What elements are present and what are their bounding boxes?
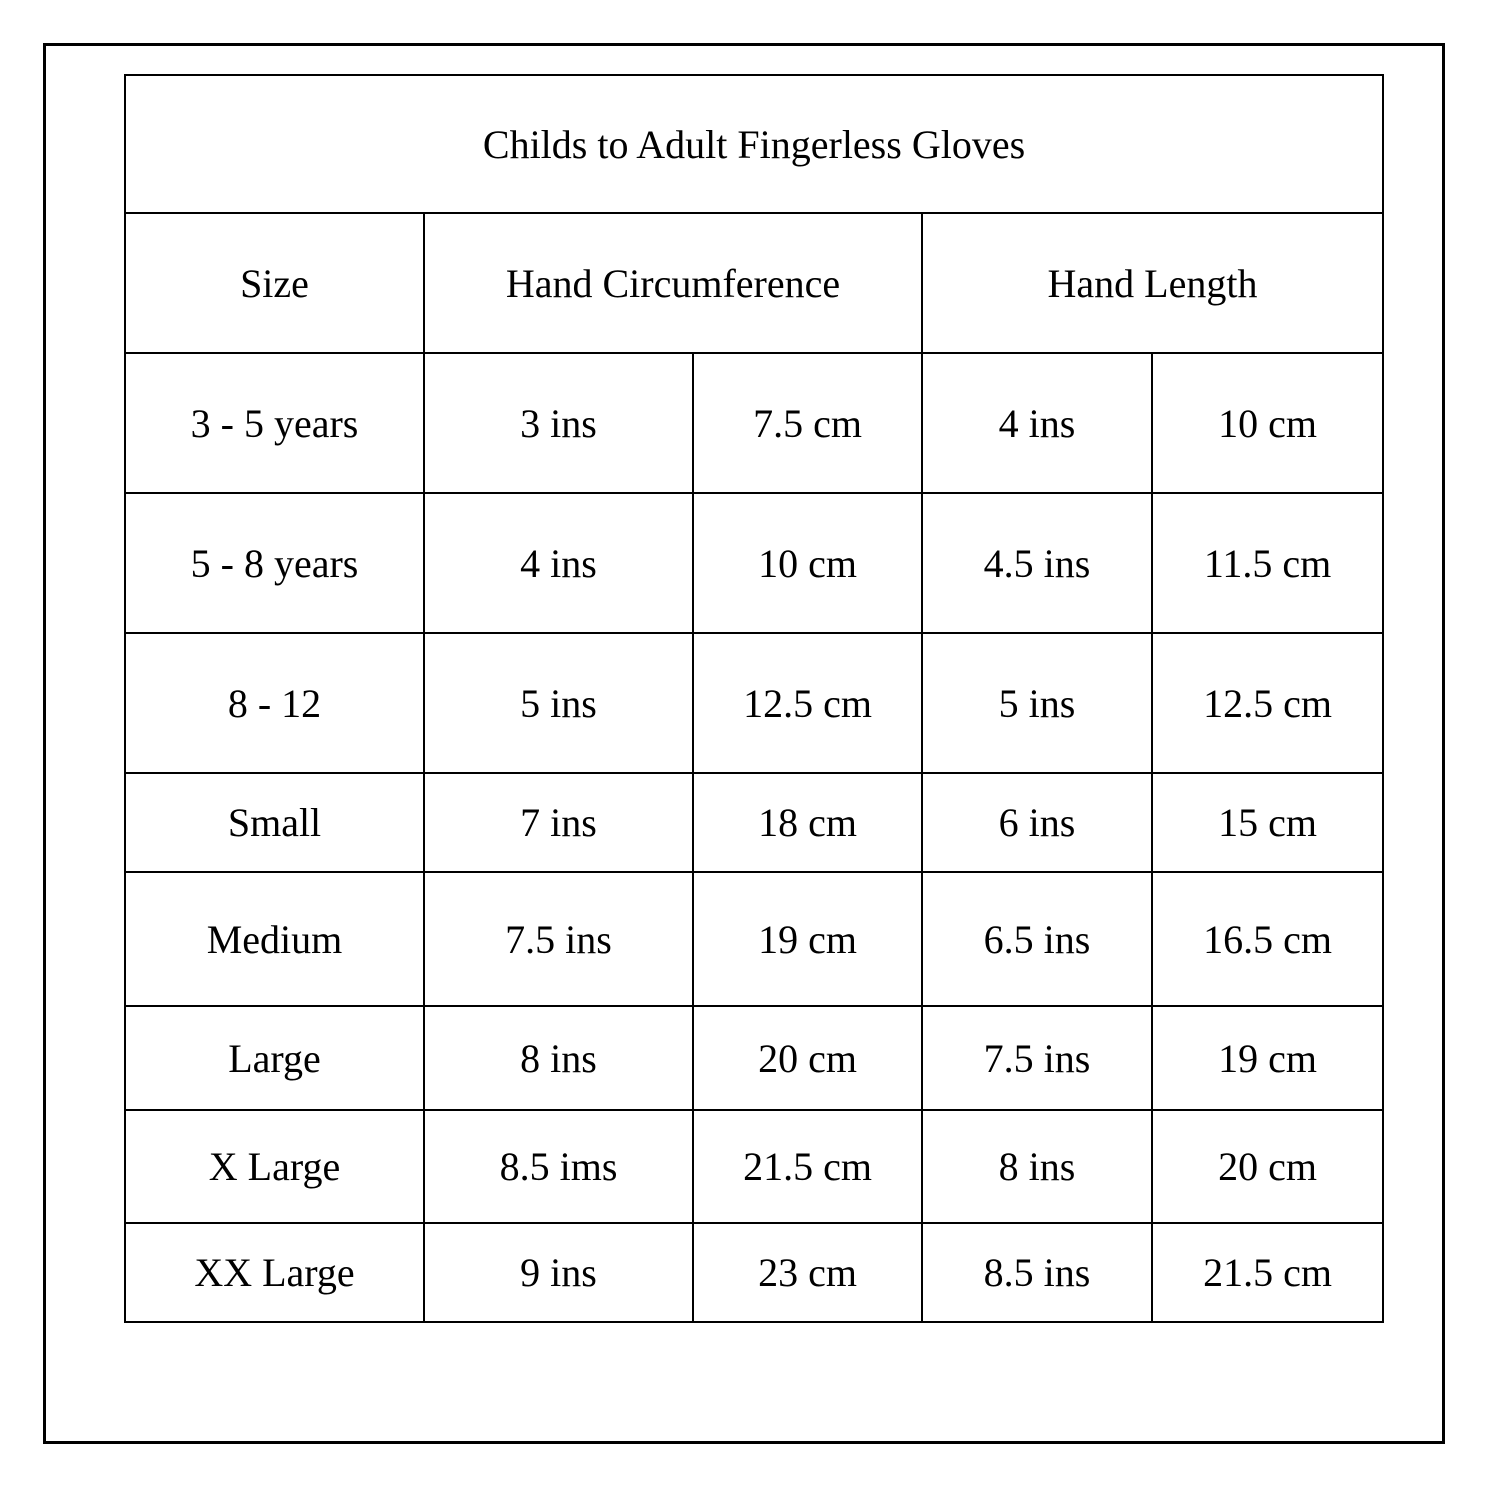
circumference-inches-cell: 8.5 ims (424, 1110, 693, 1223)
length-cm-cell: 20 cm (1152, 1110, 1383, 1223)
circumference-cm-cell: 21.5 cm (693, 1110, 922, 1223)
size-cell: X Large (125, 1110, 424, 1223)
length-inches-cell: 4.5 ins (922, 493, 1152, 633)
size-cell: XX Large (125, 1223, 424, 1322)
header-row (125, 213, 1383, 353)
circumference-cm-cell: 19 cm (693, 872, 922, 1006)
length-cm-cell: 15 cm (1152, 773, 1383, 872)
size-cell: Large (125, 1006, 424, 1110)
table-row (125, 1223, 1383, 1322)
circumference-inches-cell: 8 ins (424, 1006, 693, 1110)
circumference-inches-cell: 7 ins (424, 773, 693, 872)
size-cell: Small (125, 773, 424, 872)
length-inches-cell: 6 ins (922, 773, 1152, 872)
size-cell: 3 - 5 years (125, 353, 424, 493)
length-cm-cell: 21.5 cm (1152, 1223, 1383, 1322)
size-cell: Medium (125, 872, 424, 1006)
length-inches-cell: 6.5 ins (922, 872, 1152, 1006)
table-row (125, 872, 1383, 1006)
circumference-inches-cell: 3 ins (424, 353, 693, 493)
circumference-cm-cell: 18 cm (693, 773, 922, 872)
length-cm-cell: 10 cm (1152, 353, 1383, 493)
circumference-cm-cell: 10 cm (693, 493, 922, 633)
length-inches-cell: 4 ins (922, 353, 1152, 493)
circumference-inches-cell: 5 ins (424, 633, 693, 773)
title-row (125, 75, 1383, 213)
length-inches-cell: 8 ins (922, 1110, 1152, 1223)
circumference-cm-cell: 23 cm (693, 1223, 922, 1322)
length-cm-cell: 16.5 cm (1152, 872, 1383, 1006)
length-inches-cell: 8.5 ins (922, 1223, 1152, 1322)
length-cm-cell: 12.5 cm (1152, 633, 1383, 773)
circumference-inches-cell: 9 ins (424, 1223, 693, 1322)
circumference-inches-cell: 4 ins (424, 493, 693, 633)
length-inches-cell: 7.5 ins (922, 1006, 1152, 1110)
circumference-cm-cell: 7.5 cm (693, 353, 922, 493)
table-row (125, 1006, 1383, 1110)
length-inches-cell: 5 ins (922, 633, 1152, 773)
size-cell: 5 - 8 years (125, 493, 424, 633)
table-row (125, 1110, 1383, 1223)
table-row (125, 633, 1383, 773)
circumference-inches-cell: 7.5 ins (424, 872, 693, 1006)
table-row (125, 773, 1383, 872)
circumference-cm-cell: 20 cm (693, 1006, 922, 1110)
length-cm-cell: 11.5 cm (1152, 493, 1383, 633)
table-title: Childs to Adult Fingerless Gloves (125, 75, 1383, 213)
header-hand-length: Hand Length (922, 213, 1383, 353)
header-hand-circumference: Hand Circumference (424, 213, 922, 353)
length-cm-cell: 19 cm (1152, 1006, 1383, 1110)
table-row (125, 493, 1383, 633)
circumference-cm-cell: 12.5 cm (693, 633, 922, 773)
size-cell: 8 - 12 (125, 633, 424, 773)
size-chart-table (124, 74, 1384, 1323)
table-row (125, 353, 1383, 493)
header-size: Size (125, 213, 424, 353)
